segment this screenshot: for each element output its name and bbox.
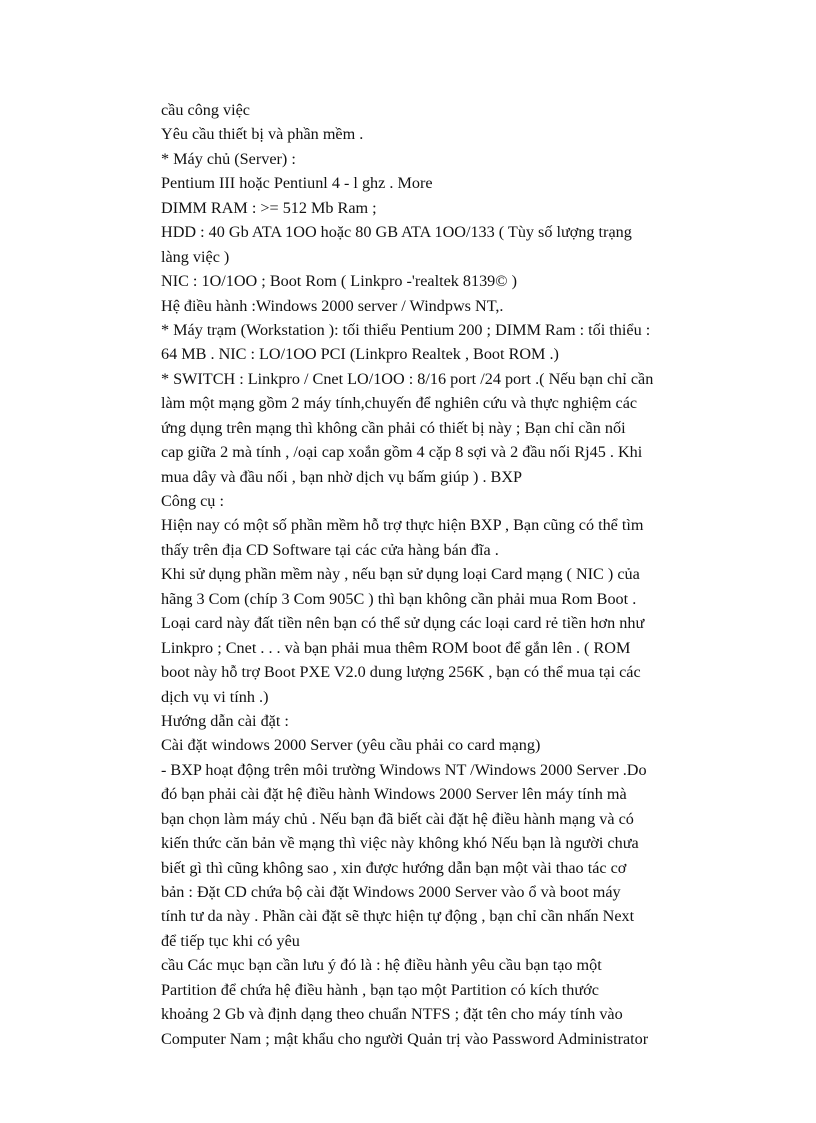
text-line: * Máy chủ (Server) : bbox=[161, 149, 296, 168]
document-body bbox=[161, 98, 721, 1051]
text-line: NIC : 1O/1OO ; Boot Rom ( Linkpro -'realtek 8139© ) bbox=[161, 272, 518, 291]
text-line: đó bạn phải cài đặt hệ điều hành Windows 2000 Server lên máy tính mà bbox=[161, 785, 627, 804]
text-line: Khi sử dụng phần mềm này , nếu bạn sử dụng loại Card mạng ( NIC ) của bbox=[161, 565, 640, 584]
text-line: Pentium III hoặc Pentiunl 4 - l ghz . More bbox=[161, 174, 433, 193]
text-line: làm một mạng gồm 2 máy tính,chuyến để nghiên cứu và thực nghiệm các bbox=[161, 394, 638, 413]
text-line: * Máy trạm (Workstation ): tối thiểu Pentium 200 ; DIMM Ram : tối thiểu : bbox=[161, 320, 651, 339]
text-line: khoảng 2 Gb và định dạng theo chuẩn NTFS ; đặt tên cho máy tính vào bbox=[161, 1005, 623, 1024]
text-line: mua dây và đầu nối , bạn nhờ dịch vụ bấm giúp ) . BXP bbox=[161, 467, 523, 486]
text-line: cap giữa 2 mà tính , /oại cap xoắn gồm 4 cặp 8 sợi và 2 đầu nối Rj45 . Khi bbox=[161, 443, 643, 462]
text-line: bạn chọn làm máy chủ . Nếu bạn đã biết cài đặt hệ điều hành mạng và có bbox=[161, 809, 634, 828]
text-line: để tiếp tục khi có yêu bbox=[161, 931, 300, 950]
text-line: thấy trên địa CD Software tại các cửa hàng bán đĩa . bbox=[161, 540, 499, 559]
text-line: Loại card này đất tiền nên bạn có thể sử dụng các loại card rẻ tiền hơn như bbox=[161, 614, 645, 633]
text-line: Công cụ : bbox=[161, 492, 224, 510]
text-line: cầu Các mục bạn cần lưu ý đó là : hệ điều hành yêu cầu bạn tạo một bbox=[161, 956, 602, 975]
text-line: * SWITCH : Linkpro / Cnet LO/1OO : 8/16 port /24 port .( Nếu bạn chỉ cần bbox=[161, 369, 654, 388]
text-line: Hiện nay có một số phần mềm hỗ trợ thực hiện BXP , Bạn cũng có thể tìm bbox=[161, 516, 644, 535]
text-line: Hướng dẫn cài đặt : bbox=[161, 711, 289, 730]
text-line: bản : Đặt CD chứa bộ cài đặt Windows 2000 Server vào ổ và boot máy bbox=[161, 883, 621, 901]
text-line: cầu công việc bbox=[161, 101, 250, 119]
text-line: HDD : 40 Gb ATA 1OO hoặc 80 GB ATA 1OO/133 ( Tùy số lượng trạng bbox=[161, 223, 632, 242]
text-line: Computer Nam ; mật khẩu cho người Quản trị vào Password Administrator bbox=[161, 1029, 649, 1048]
text-line: Linkpro ; Cnet . . . và bạn phải mua thêm ROM boot để gắn lên . ( ROM bbox=[161, 638, 631, 657]
text-line: Cài đặt windows 2000 Server (yêu cầu phải co card mạng) bbox=[161, 736, 541, 755]
text-line: dịch vụ vi tính .) bbox=[161, 687, 269, 706]
text-line: boot này hỗ trợ Boot PXE V2.0 dung lượng 256K , bạn có thể mua tại các bbox=[161, 663, 641, 682]
text-line: ứng dụng trên mạng thì không cần phải có thiết bị này ; Bạn chỉ cần nối bbox=[161, 418, 626, 437]
text-line: biết gì thì cũng không sao , xin được hướng dẫn bạn một vài thao tác cơ bbox=[161, 858, 627, 877]
text-line: hãng 3 Com (chíp 3 Com 905C ) thì bạn không cần phải mua Rom Boot . bbox=[161, 589, 637, 608]
text-line: kiến thức căn bản về mạng thì việc này không khó Nếu bạn là người chưa bbox=[161, 834, 639, 853]
text-line: Yêu cầu thiết bị và phần mềm . bbox=[161, 125, 364, 144]
text-line: tính tư da này . Phần cài đặt sẽ thực hiện tự động , bạn chỉ cần nhấn Next bbox=[161, 907, 635, 926]
text-line: làng việc ) bbox=[161, 247, 230, 266]
text-line: Hệ điều hành :Windows 2000 server / Windpws NT,. bbox=[161, 296, 504, 315]
text-line: Partition để chứa hệ điều hành , bạn tạo một Partition có kích thước bbox=[161, 980, 599, 999]
text-line: - BXP hoạt động trên môi trường Windows NT /Windows 2000 Server .Do bbox=[161, 760, 647, 779]
text-line: DIMM RAM : >= 512 Mb Ram ; bbox=[161, 198, 377, 217]
text-line: 64 MB . NIC : LO/1OO PCI (Linkpro Realtek , Boot ROM .) bbox=[161, 345, 559, 364]
